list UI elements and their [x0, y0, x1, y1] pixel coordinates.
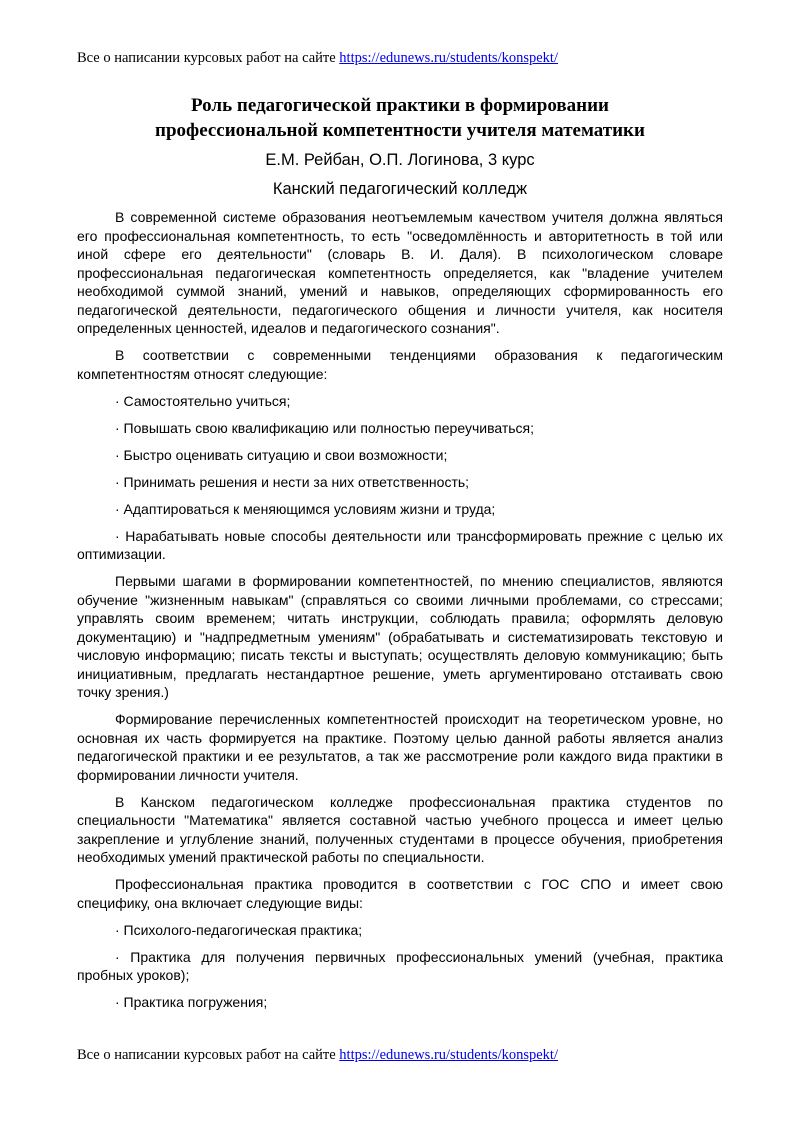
paragraph-first-steps: Первыми шагами в формировании компетентностей, по мнению специалистов, являются обучение "жизненным навыкам" (справляться со своими личными проблемами, со стрессами; управлять своим временем; читать инструкции, соблюдать правила; оформлять деловую документацию) и "надпредметным умениям" (обрабатывать и систематизировать текстовую и числовую информацию; писать тексты и выступать; осуществлять деловую коммуникацию; быть инициативным, предлагать нестандартное решение, уметь аргументировано отстаивать свою точку зрения.) [77, 573, 723, 700]
list-item: · Психолого-педагогическая практика; [115, 921, 363, 938]
list-item: · Повышать свою квалификацию или полностью переучиваться; [115, 419, 535, 436]
document-college: Канский педагогический колледж [272, 180, 528, 198]
list-item: · Быстро оценивать ситуацию и свои возможности; [115, 446, 448, 463]
paragraph-competencies-lead: В соответствии с современными тенденциями образования к педагогическим компетентностям относят следующие: [77, 347, 723, 382]
title-line-1: Роль педагогической практики в формировании [191, 95, 609, 116]
document-content [77, 93, 723, 1020]
document-title [77, 93, 723, 143]
title-line-2: профессиональной компетентности учителя математики [155, 120, 645, 141]
document-authors: Е.М. Рейбан, О.П. Логинова, 3 курс [265, 151, 535, 169]
list-item: · Самостоятельно учиться; [115, 392, 291, 409]
list-item: · Нарабатывать новые способы деятельности или трансформировать прежние с целью их оптимизации. [77, 527, 723, 562]
paragraph-formation: Формирование перечисленных компетентностей происходит на теоретическом уровне, но основная их часть формируется на практике. Поэтому целью данной работы является анализ педагогической практики и ее результатов, а так же рассмотрение роли каждого вида практики в формировании личности учителя. [77, 711, 723, 783]
list-item: · Практика погружения; [115, 994, 268, 1010]
list-item: · Адаптироваться к меняющимся условиям жизни и труда; [115, 500, 496, 517]
paragraph-practice-types-lead: Профессиональная практика проводится в соответствии с ГОС СПО и имеет свою специфику, она включает следующие виды: [77, 876, 723, 911]
paragraph-kansk-college: В Канском педагогическом колледже профессиональная практика студентов по специальности "Математика" является составной частью учебного процесса и имеет целью закрепление и углубление знаний, полученных студентами в процессе обучения, приобретения необходимых умений практической работы по специальности. [77, 793, 723, 865]
document-body [77, 208, 723, 1012]
paragraph-intro: В современной системе образования неотъемлемым качеством учителя должна являться его профессиональная компетентность, то есть "осведомлённость и авторитетность в той или иной сфере его деятельности" (словарь В. И. Даля). В психологическом словаре профессиональная педагогическая компетентность определяется, как "владение учителем необходимой суммой знаний, умений и навыков, определяющих сформированность его педагогической деятельности, педагогического общения и личности учителя, как носителя определенных ценностей, идеалов и педагогического сознания". [77, 209, 723, 336]
list-item: · Практика для получения первичных профессиональных умений (учебная, практика пробных уроков); [77, 948, 723, 983]
footer-text: Все о написании курсовых работ на сайте [77, 1047, 340, 1063]
page-header [77, 49, 558, 67]
header-site-link[interactable]: https://edunews.ru/students/konspekt/ [339, 50, 558, 66]
page-footer [77, 1046, 558, 1064]
footer-site-link[interactable]: https://edunews.ru/students/konspekt/ [339, 1047, 558, 1063]
header-text: Все о написании курсовых работ на сайте [77, 50, 340, 66]
list-item: · Принимать решения и нести за них ответственность; [115, 473, 470, 490]
